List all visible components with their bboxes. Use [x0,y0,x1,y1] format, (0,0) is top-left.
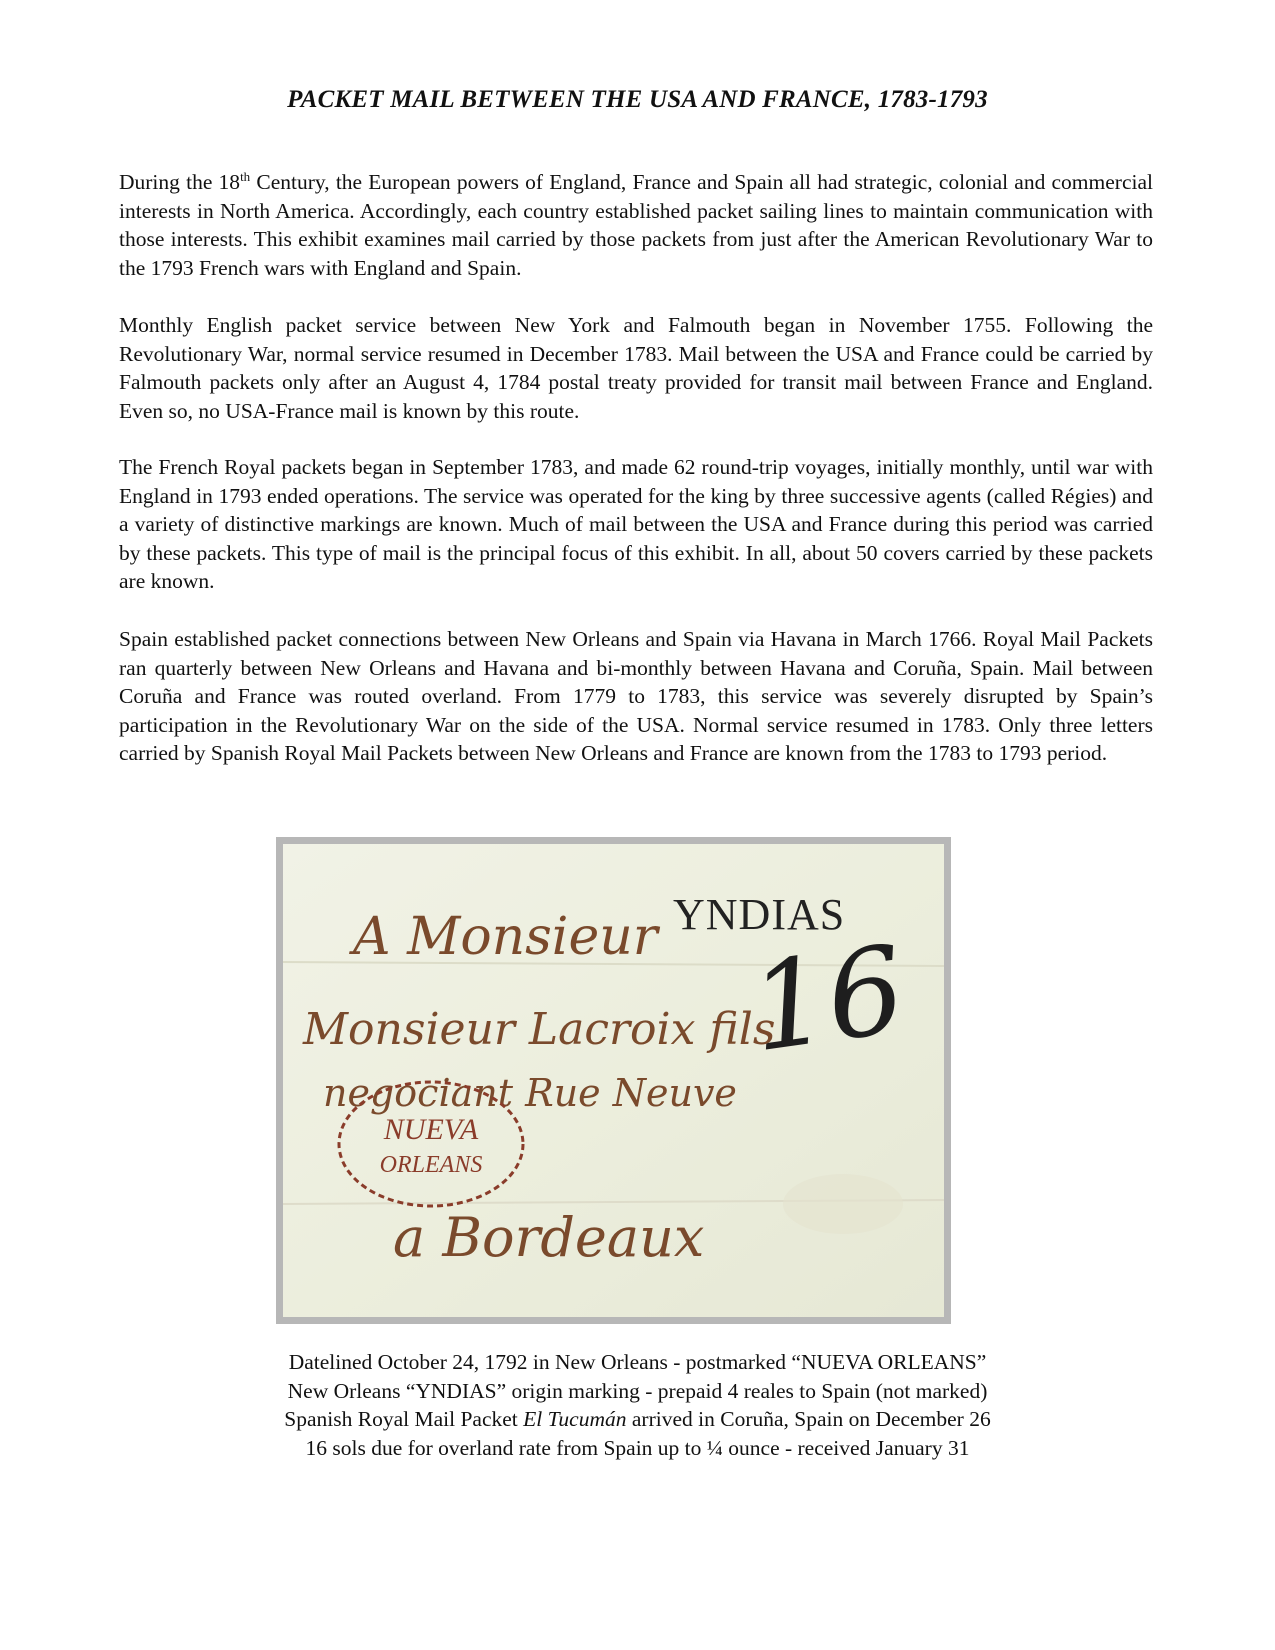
postmark-text-nueva: NUEVA [383,1113,479,1146]
address-line-3: negociant Rue Neuve [323,1071,737,1115]
paragraph-intro-rest: Century, the European powers of England, France and Spain all had strategic, colonial and commercial interests in North America. Accordingly, each country established packet sailing lines to maintain communication with those interests. This exhibit examines mail carried by those packets from just after the American Revolutionary War to the 1793 French wars with England and Spain. [119,170,1153,280]
caption-line-3-end: arrived in Coruña, Spain on December 26 [626,1407,991,1432]
cover-caption [0,1348,1275,1462]
yndias-handstamp: YNDIAS [673,890,846,939]
address-line-1: A Monsieur [353,907,658,967]
ordinal-suffix: th [240,168,251,184]
ship-name: El Tucumán [523,1407,627,1432]
paragraph-spanish-packets: Spain established packet connections between New Orleans and Spain via Havana in March 1766. Royal Mail Packets ran quarterly between New Orleans and Havana and bi-monthly between Havana and Coruña, Spain. Mail between Coruña and France was routed overland. From 1779 to 1783, this service was severely disrupted by Spain’s participation in the Revolutionary War on the side of the USA. Normal service resumed in 1783. Only three letters carried by Spanish Royal Mail Packets between New Orleans and France are known from the 1783 to 1793 period. [119,627,1153,766]
paragraph-intro-start: During the 18 [119,170,241,194]
address-line-4: a Bordeaux [393,1206,705,1269]
cover-illustration [283,844,944,1317]
postmark-text-orleans: ORLEANS [379,1152,483,1178]
paper-stain [783,1174,903,1234]
rate-marking-16: 16 [742,920,913,1080]
paragraph-french-packets: The French Royal packets began in September 1783, and made 62 round-trip voyages, initially monthly, until war with England in 1793 ended operations. The service was operated for the king by three successive agents (called Régies) and a variety of distinctive markings are known. Much of mail between the USA and France during this period was carried by these packets. This type of mail is the principal focus of this exhibit. In all, about 50 covers carried by these packets are known. [119,455,1153,594]
cover-image [276,837,951,1324]
page-title: PACKET MAIL BETWEEN THE USA AND FRANCE, 1783-1793 [287,86,988,113]
paragraph-english-packets: Monthly English packet service between New York and Falmouth began in November 1755. Following the Revolutionary War, normal service resumed in December 1783. Mail between the USA and France could be carried by Falmouth packets only after an August 4, 1784 postal treaty provided for transit mail between France and England. Even so, no USA-France mail is known by this route. [119,313,1153,423]
address-line-2: Monsieur Lacroix fils [303,1004,776,1055]
caption-line-1: Datelined October 24, 1792 in New Orleans - postmarked “NUEVA ORLEANS” [288,1350,987,1374]
caption-line-2: New Orleans “YNDIAS” origin marking - prepaid 4 reales to Spain (not marked) [287,1378,988,1403]
paragraph-intro [119,168,1153,282]
caption-line-3 [0,1405,1275,1434]
caption-line-4: 16 sols due for overland rate from Spain up to ¼ ounce - received January 31 [305,1435,970,1460]
caption-line-3-start: Spanish Royal Mail Packet [284,1407,524,1432]
